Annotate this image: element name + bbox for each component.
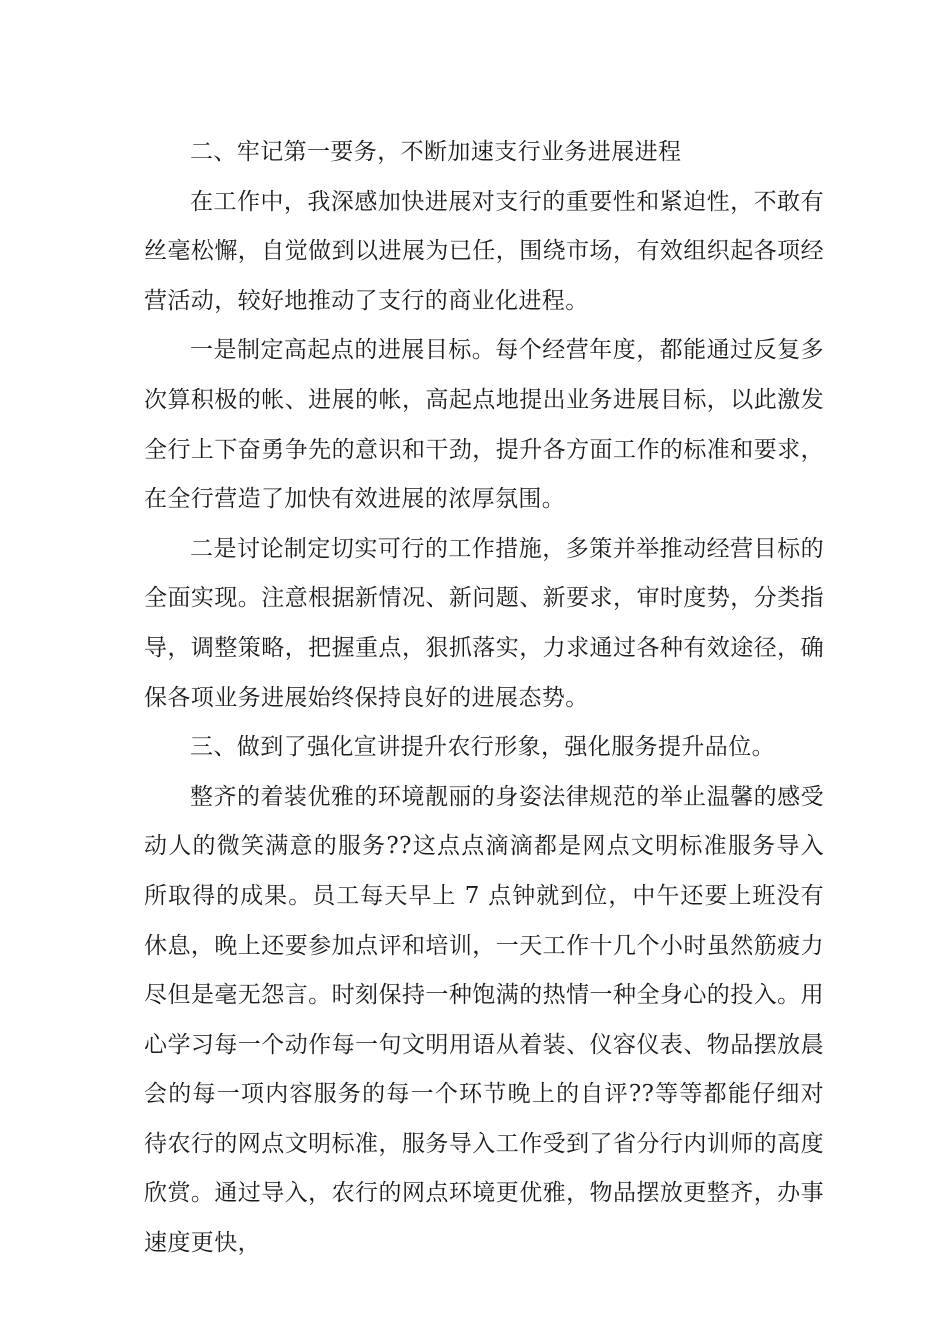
section-heading-3: 三、做到了强化宣讲提升农行形象，强化服务提升品位。 — [190, 734, 775, 761]
document-body — [144, 128, 824, 1269]
paragraph: 整齐的着装优雅的环境靓丽的身姿法律规范的举止温馨的感受动人的微笑满意的服务??这点点滴滴都是网点文明标准服务导入所取得的成果。员工每天早上 7 点钟就到位，中午还要上班没有休息，晚上还要参加点评和培训，一天工作十几个小时虽然筋疲力尽但是毫无怨言。时刻保持一种饱满的热情一种全身心的投入。用心学习每一个动作每一句文明用语从着装、仪容仪表、物品摆放晨会的每一项内容服务的每一个环节晚上的自评??等等都能仔细对待农行的网点文明标准，服务导入工作受到了省分行内训师的高度欣赏。通过导入，农行的网点环境更优雅，物品摆放更整齐，办事速度更快， — [144, 783, 824, 1257]
paragraph: 一是制定高起点的进展目标。每个经营年度，都能通过反复多次算积极的帐、进展的帐，高起点地提出业务进展目标，以此激发全行上下奋勇争先的意识和干劲，提升各方面工作的标准和要求，在全行营造了加快有效进展的浓厚氛围。 — [144, 337, 824, 513]
section-heading-2: 二、牢记第一要务，不断加速支行业务进展进程 — [190, 139, 682, 165]
paragraph: 二是讨论制定切实可行的工作措施，多策并举推动经营目标的全面实现。注意根据新情况、新问题、新要求，审时度势，分类指导，调整策略，把握重点，狠抓落实，力求通过各种有效途径，确保各项业务进展始终保持良好的进展态势。 — [144, 535, 824, 711]
paragraph: 在工作中，我深感加快进展对支行的重要性和紧迫性，不敢有丝毫松懈，自觉做到以进展为已任，围绕市场，有效组织起各项经营活动，较好地推动了支行的商业化进程。 — [144, 188, 824, 314]
